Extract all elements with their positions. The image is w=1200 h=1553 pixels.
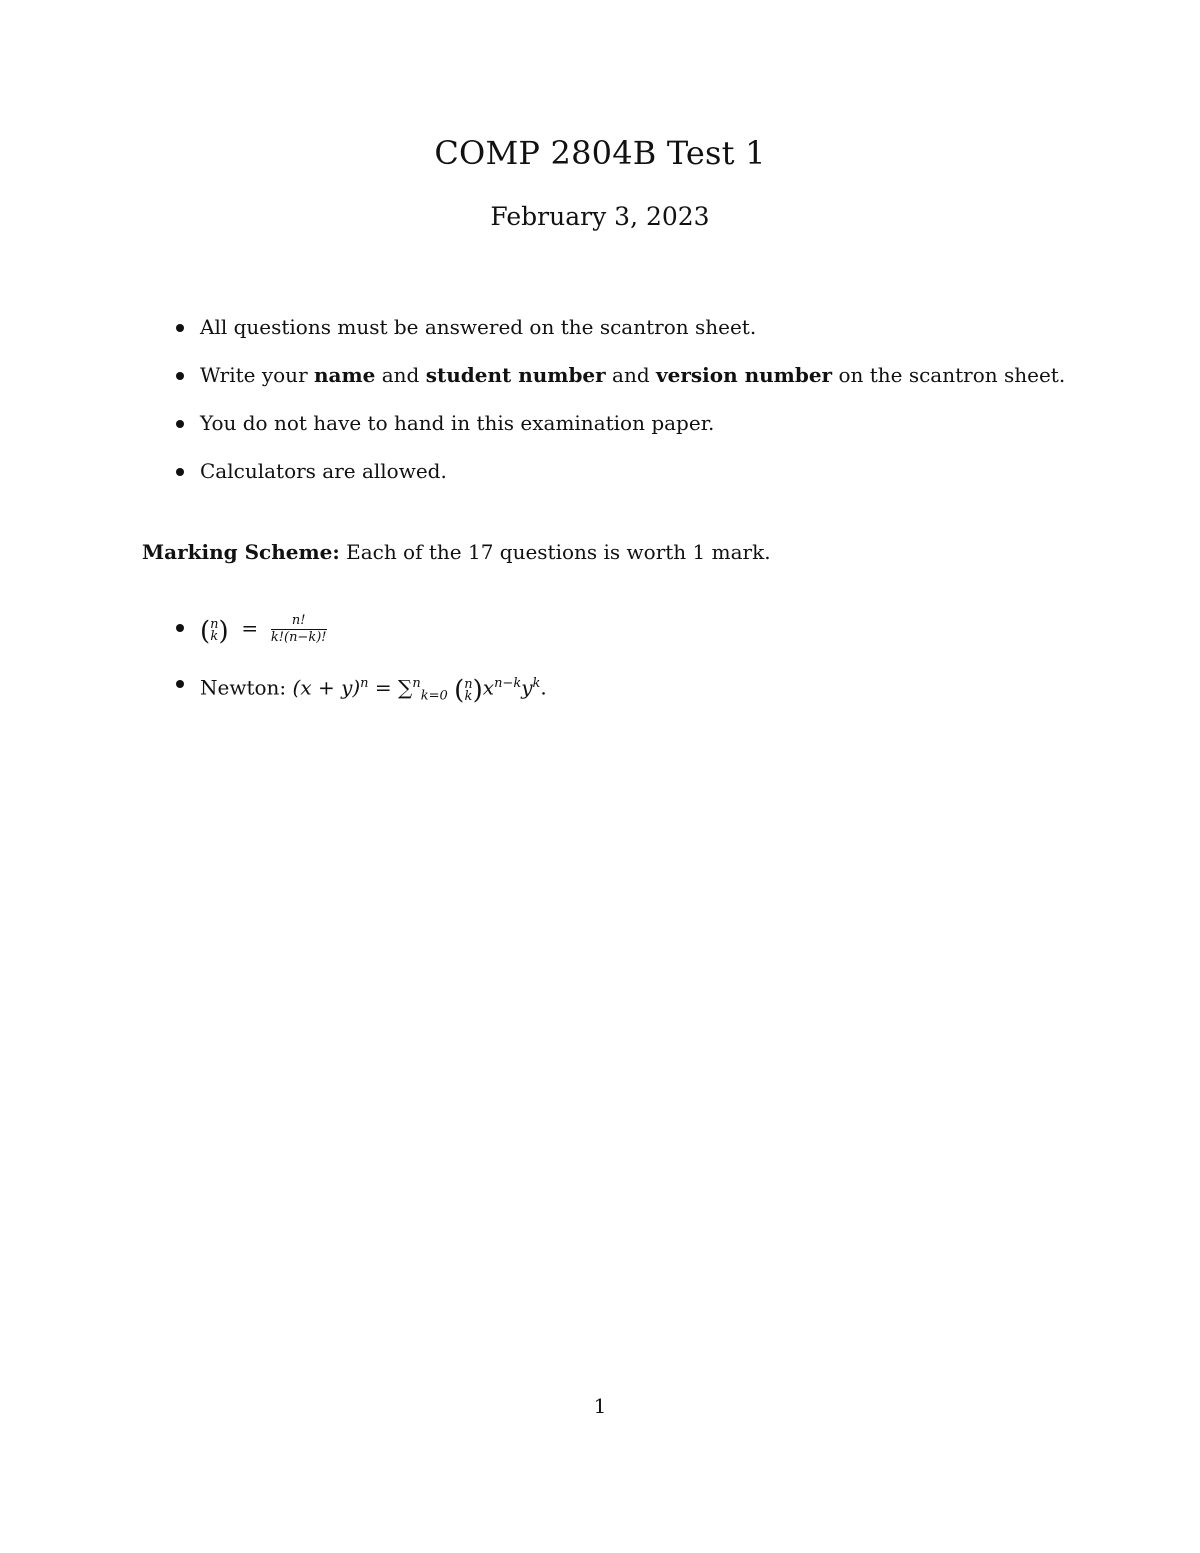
instruction-item (172, 408, 1132, 456)
binomial-top: n (210, 617, 219, 632)
instruction-text: You do not have to hand in this examination paper. (200, 411, 715, 435)
left-paren: ( (200, 616, 211, 646)
bullet-icon (176, 324, 184, 332)
binomial-coefficient (200, 614, 229, 646)
left-paren: ( (454, 675, 465, 706)
instruction-item (172, 312, 1132, 360)
instruction-text: Calculators are allowed. (200, 459, 447, 483)
newton-y: y (521, 675, 533, 700)
marking-scheme (142, 537, 771, 567)
instruction-text-part: on the scantron sheet. (832, 363, 1066, 387)
binomial-stack (464, 676, 473, 704)
bullet-icon (176, 624, 184, 632)
instruction-item (172, 360, 1132, 408)
instructions-list (172, 312, 1132, 504)
binomial-bottom: k (210, 629, 219, 644)
instruction-text-part: and (605, 363, 657, 387)
formula-list (172, 612, 1132, 713)
instruction-item (172, 456, 1132, 504)
newton-period: . (540, 675, 547, 700)
instruction-bold-student-number: student number (425, 363, 606, 387)
newton-label: Newton: (200, 675, 293, 700)
summation (398, 668, 448, 713)
marking-scheme-text: Each of the 17 questions is worth 1 mark. (339, 540, 771, 564)
newton-y-exponent: k (532, 676, 541, 691)
instruction-text: All questions must be answered on the scantron sheet. (200, 315, 757, 339)
instruction-bold-name: name (313, 363, 376, 387)
bullet-icon (176, 468, 184, 476)
sum-upper-bound: n (412, 676, 421, 691)
newton-binomial (454, 673, 483, 705)
factorial-fraction (271, 614, 327, 645)
newton-equals: = (374, 675, 399, 700)
instruction-text-part: and (375, 363, 426, 387)
newton-x-exponent: n−k (494, 676, 522, 691)
sum-symbol: ∑ (398, 675, 413, 700)
newton-x: x (482, 675, 495, 700)
newton-formula (172, 668, 1132, 713)
exam-date: February 3, 2023 (490, 202, 710, 231)
bullet-icon (176, 372, 184, 380)
fraction-denominator: k!(n−k)! (270, 630, 327, 645)
exam-title: COMP 2804B Test 1 (434, 134, 766, 172)
right-paren: ) (472, 675, 483, 706)
newton-lhs-exponent: n (360, 676, 369, 691)
fraction-numerator: n! (271, 614, 327, 630)
page-number: 1 (593, 1394, 607, 1418)
bullet-icon (176, 420, 184, 428)
sum-lower-bound: k=0 (420, 688, 448, 704)
instruction-text-part: Write your (200, 363, 314, 387)
instruction-bold-version-number: version number (656, 363, 833, 387)
binomial-stack (210, 619, 218, 643)
equals-sign: = (241, 616, 259, 640)
right-paren: ) (218, 616, 229, 646)
binomial-top: n (464, 676, 473, 692)
binomial-formula (172, 612, 1132, 668)
marking-scheme-label: Marking Scheme: (142, 540, 340, 564)
newton-lhs: (x + y) (292, 675, 361, 700)
binomial-bottom: k (464, 688, 473, 704)
bullet-icon (176, 680, 184, 688)
